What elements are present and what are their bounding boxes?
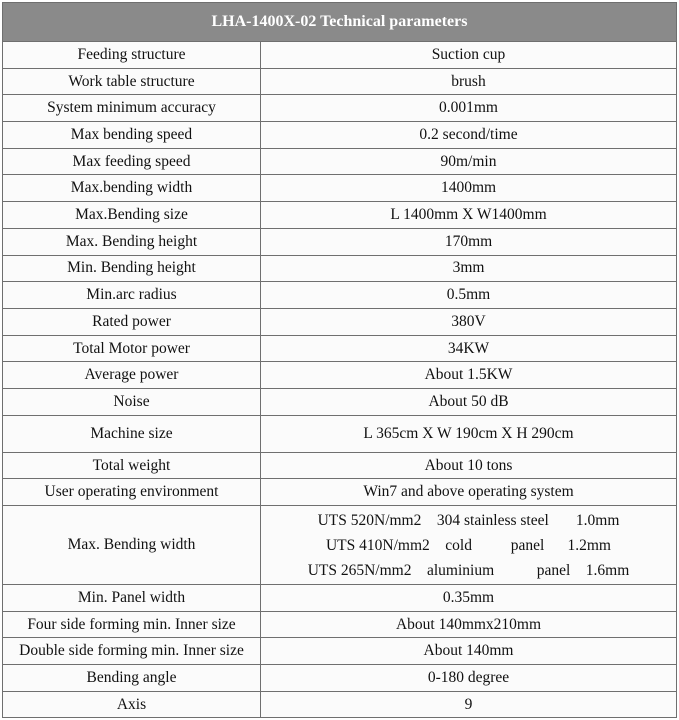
table-row [3, 388, 677, 415]
param-value: About 1.5KW [261, 362, 677, 389]
table-title: LHA-1400X-02 Technical parameters [3, 3, 677, 42]
param-value: 0.001mm [261, 95, 677, 122]
table-row [3, 585, 677, 612]
material-line: UTS 520N/mm2 304 stainless steel 1.0mm [317, 511, 620, 529]
table-row [3, 202, 677, 229]
table-row [3, 228, 677, 255]
param-value: 380V [261, 308, 677, 335]
table-row [3, 335, 677, 362]
table-row [3, 452, 677, 479]
param-label: Rated power [3, 308, 261, 335]
table-row [3, 691, 677, 718]
material-line: UTS 410N/mm2 cold panel 1.2mm [325, 536, 611, 554]
param-label: Max.bending width [3, 175, 261, 202]
param-value: 0.5mm [261, 282, 677, 309]
param-value: 0.2 second/time [261, 122, 677, 149]
table-row [3, 282, 677, 309]
param-value: 170mm [261, 228, 677, 255]
table-row [3, 42, 677, 69]
param-value: brush [261, 68, 677, 95]
table-title-row [3, 3, 677, 42]
table-row [3, 308, 677, 335]
param-label: Max. Bending width [3, 506, 261, 585]
table-row [3, 665, 677, 692]
param-label: Machine size [3, 415, 261, 452]
param-value: About 10 tons [261, 452, 677, 479]
param-label: Four side forming min. Inner size [3, 611, 261, 638]
param-label: Axis [3, 691, 261, 718]
table-row [3, 415, 677, 452]
table-row [3, 68, 677, 95]
table-row [3, 148, 677, 175]
param-value: 0.35mm [261, 585, 677, 612]
table-row [3, 611, 677, 638]
param-label: System minimum accuracy [3, 95, 261, 122]
param-value: 0-180 degree [261, 665, 677, 692]
table-row [3, 479, 677, 506]
param-label: Total weight [3, 452, 261, 479]
param-label: Max. Bending height [3, 228, 261, 255]
param-value: 9 [261, 691, 677, 718]
param-value: Suction cup [261, 42, 677, 69]
param-label: Max bending speed [3, 122, 261, 149]
table-row [3, 362, 677, 389]
table-row [3, 638, 677, 665]
param-value: About 50 dB [261, 388, 677, 415]
param-label: User operating environment [3, 479, 261, 506]
technical-parameters-table [2, 2, 677, 718]
param-label: Min. Bending height [3, 255, 261, 282]
param-label: Min. Panel width [3, 585, 261, 612]
param-value: Win7 and above operating system [261, 479, 677, 506]
param-label: Min.arc radius [3, 282, 261, 309]
param-label: Max.Bending size [3, 202, 261, 229]
param-value: 1400mm [261, 175, 677, 202]
param-value: 34KW [261, 335, 677, 362]
table-row [3, 506, 677, 585]
param-value: About 140mm [261, 638, 677, 665]
param-value: 90m/min [261, 148, 677, 175]
material-line: UTS 265N/mm2 aluminium panel 1.6mm [307, 561, 630, 579]
param-value: 3mm [261, 255, 677, 282]
param-label: Double side forming min. Inner size [3, 638, 261, 665]
table-row [3, 122, 677, 149]
param-value: About 140mmx210mm [261, 611, 677, 638]
param-label: Noise [3, 388, 261, 415]
param-label: Max feeding speed [3, 148, 261, 175]
table-row [3, 175, 677, 202]
param-label: Work table structure [3, 68, 261, 95]
table-row [3, 95, 677, 122]
table-row [3, 255, 677, 282]
param-label: Bending angle [3, 665, 261, 692]
param-value: L 365cm X W 190cm X H 290cm [261, 415, 677, 452]
param-label: Average power [3, 362, 261, 389]
param-label: Feeding structure [3, 42, 261, 69]
param-label: Total Motor power [3, 335, 261, 362]
param-value: L 1400mm X W1400mm [261, 202, 677, 229]
param-value-multiline [261, 506, 677, 585]
